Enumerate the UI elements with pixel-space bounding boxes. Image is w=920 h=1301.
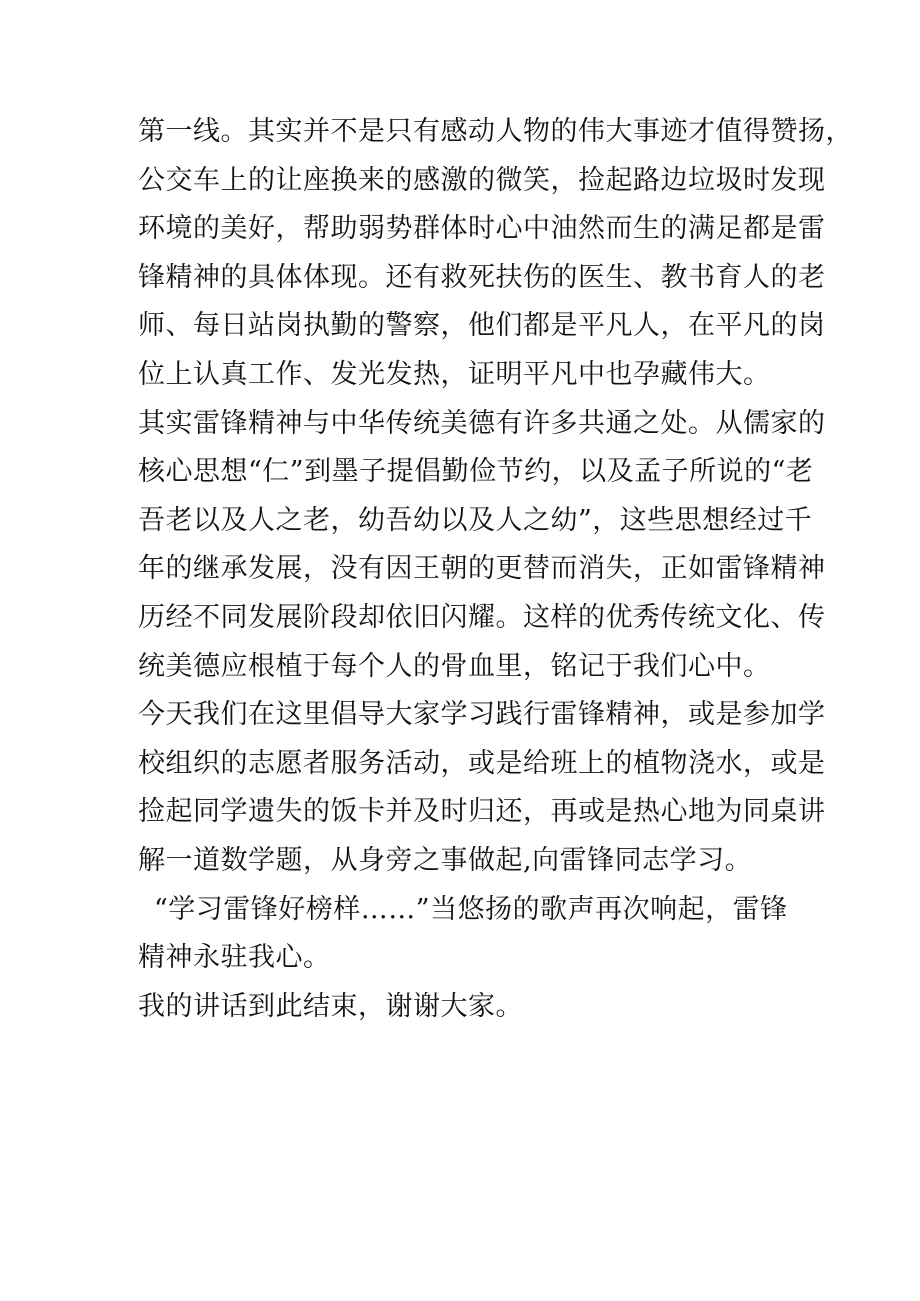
text-line: 环境的美好，帮助弱势群体时心中油然而生的满足都是雷	[138, 213, 826, 245]
text-line: 捡起同学遗失的饭卡并及时归还，再或是热心地为同桌讲	[138, 796, 826, 828]
text-line: 解一道数学题，从身旁之事做起,向雷锋同志学习。	[138, 844, 753, 876]
text-line: 师、每日站岗执勤的警察，他们都是平凡人，在平凡的岗	[138, 310, 826, 342]
text-line: 其实雷锋精神与中华传统美德有许多共通之处。从儒家的	[138, 407, 826, 439]
text-line: “学习雷锋好榜样……”当悠扬的歌声再次响起，雷锋	[154, 893, 788, 925]
text-line: 统美德应根植于每个人的骨血里，铭记于我们心中。	[138, 650, 771, 682]
text-line: 核心思想“仁”到墨子提倡勤俭节约，以及孟子所说的“老	[138, 456, 814, 488]
text-line: 精神永驻我心。	[138, 942, 331, 974]
text-line: 历经不同发展阶段却依旧闪耀。这样的优秀传统文化、传	[138, 601, 826, 633]
text-line: 年的继承发展，没有因王朝的更替而消失，正如雷锋精神	[138, 553, 826, 585]
text-line: 锋精神的具体体现。还有救死扶伤的医生、教书育人的老	[138, 261, 826, 293]
text-line: 校组织的志愿者服务活动，或是给班上的植物浇水，或是	[138, 747, 826, 779]
text-line: 公交车上的让座换来的感激的微笑，捡起路边垃圾时发现	[138, 164, 826, 196]
body-text	[138, 108, 853, 1031]
text-line: 位上认真工作、发光发热，证明平凡中也孕藏伟大。	[138, 358, 771, 390]
text-line: 今天我们在这里倡导大家学习践行雷锋精神，或是参加学	[138, 699, 826, 731]
text-line: 吾老以及人之老，幼吾幼以及人之幼”，这些思想经过千	[138, 504, 813, 536]
text-line: 我的讲话到此结束，谢谢大家。	[138, 990, 523, 1022]
text-line: 第一线。其实并不是只有感动人物的伟大事迹才值得赞扬，	[138, 116, 853, 147]
